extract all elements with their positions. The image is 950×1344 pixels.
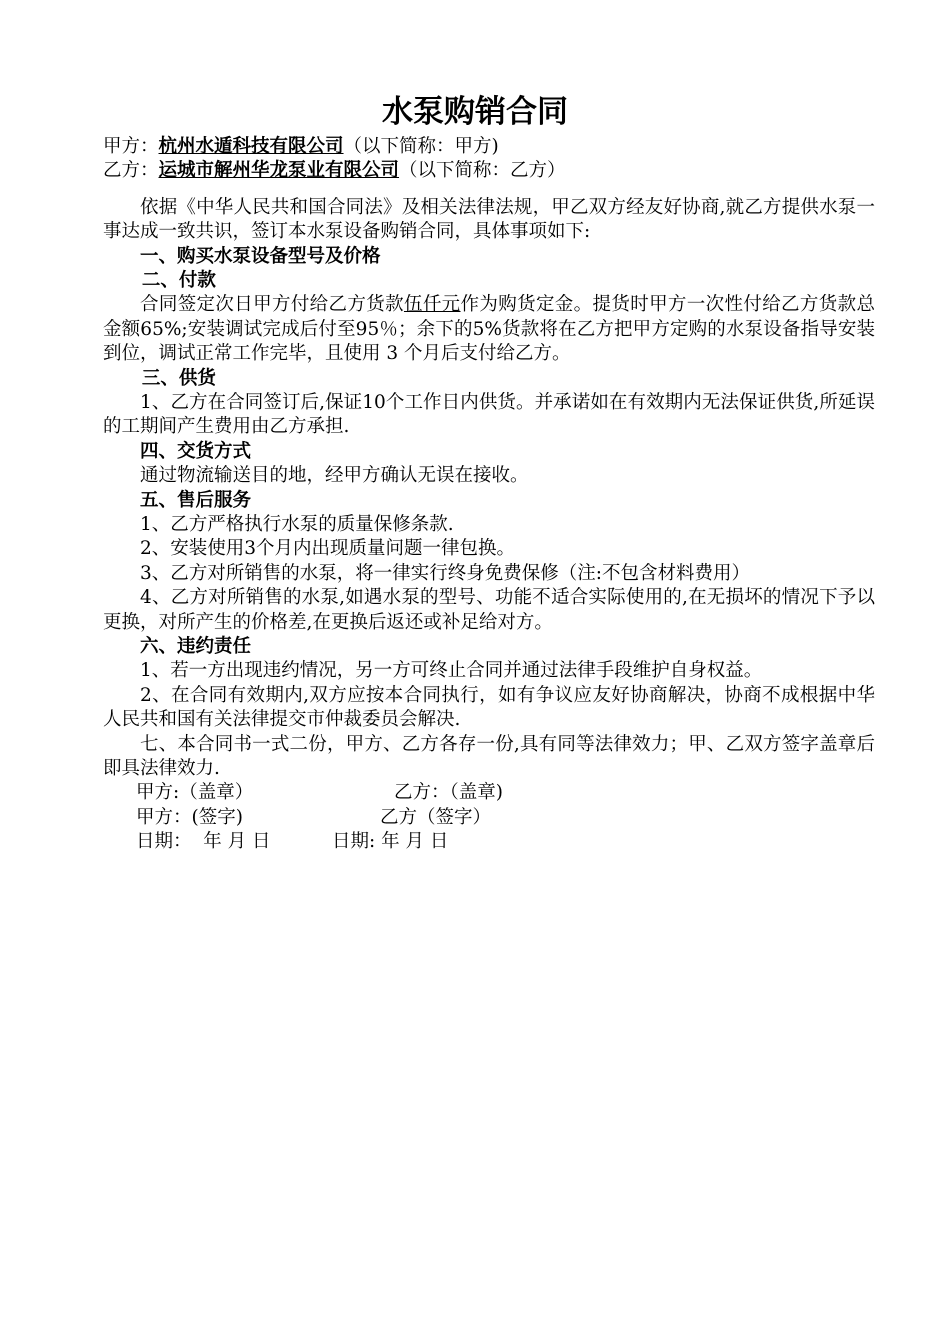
section-5-paragraph-4: 4、乙方对所销售的水泵,如遇水泵的型号、功能不适合实际使用的,在无损坏的情况下予以更换，对所产生的价格差,在更换后返还或补足给对方。	[103, 587, 875, 633]
section-3-heading: 三、供货	[141, 367, 216, 389]
party-a-signature: 甲方：(签字)	[136, 806, 243, 828]
section-5-heading: 五、售后服务	[140, 489, 252, 511]
date-line	[103, 830, 875, 854]
section-1-heading: 一、购买水泵设备型号及价格	[140, 245, 381, 267]
party-b-date: 日期: 年 月 日	[332, 831, 449, 853]
party-a-seal: 甲方:（盖章）	[136, 782, 254, 804]
section-2-paragraph	[103, 293, 875, 366]
party-b-note: （以下简称：乙方）	[399, 160, 566, 182]
intro-paragraph: 依据《中华人民共和国合同法》及相关法律法规，甲乙双方经友好协商,就乙方提供水泵一事达成一致共识，签订本水泵设备购销合同，具体事项如下:	[103, 196, 875, 243]
party-a-line	[103, 135, 875, 159]
document-title: 水泵购销合同	[382, 94, 568, 130]
party-b-signature: 乙方（签字）	[380, 806, 492, 828]
party-a-name: 杭州水遁科技有限公司	[158, 136, 344, 157]
signature-line	[103, 806, 875, 830]
payment-text-before: 合同签定次日甲方付给乙方货款	[140, 294, 404, 316]
section-4-paragraph-1: 通过物流输送目的地，经甲方确认无误在接收。	[140, 465, 529, 487]
section-6-heading: 六、违约责任	[140, 636, 252, 658]
contract-body	[103, 135, 875, 855]
section-5-paragraph-3: 3、乙方对所销售的水泵，将一律实行终身免费保修（注:不包含材料费用）	[140, 562, 751, 584]
section-6-paragraph-1: 1、若一方出现违约情况，另一方可终止合同并通过法律手段维护自身权益。	[140, 660, 763, 682]
seal-line	[103, 781, 875, 805]
payment-text-after: 作为购货定金。提货时甲方一次性付给乙方货款总金额65%;安装调试完成后付至95％；余下的5%货款将在乙方把甲方定购的水泵设备指导安装到位，调试正常工作完毕，且使用 3 个月后支付给乙方。	[103, 294, 875, 365]
deposit-amount: 伍仟元	[403, 294, 461, 316]
party-a-date: 日期： 年 月 日	[136, 831, 271, 853]
party-b-line	[103, 159, 875, 183]
section-4-heading: 四、交货方式	[140, 440, 252, 462]
section-6-paragraph-2: 2、在合同有效期内,双方应按本合同执行，如有争议应友好协商解决，协商不成根据中华人民共和国有关法律提交市仲裁委员会解决.	[103, 684, 875, 731]
section-5-paragraph-2: 2、安装使用3个月内出现质量问题一律包换。	[140, 538, 516, 560]
section-7-paragraph: 七、本合同书一式二份，甲方、乙方各存一份,具有同等法律效力；甲、乙双方签字盖章后即具法律效力.	[103, 733, 875, 780]
party-b-name: 运城市解州华龙泵业有限公司	[158, 160, 400, 182]
section-2-heading: 二、付款	[141, 269, 216, 291]
party-b-label: 乙方：	[103, 160, 159, 182]
party-a-note: （以下简称：甲方)	[343, 136, 499, 157]
section-3-paragraph-1: 1、乙方在合同签订后,保证10个工作日内供货。并承诺如在有效期内无法保证供货,所延误的工期间产生费用由乙方承担.	[103, 391, 875, 438]
section-5-paragraph-1: 1、乙方严格执行水泵的质量保修条款.	[140, 513, 454, 535]
party-b-seal: 乙方：（盖章)	[394, 782, 503, 804]
party-a-label: 甲方：	[103, 136, 159, 157]
